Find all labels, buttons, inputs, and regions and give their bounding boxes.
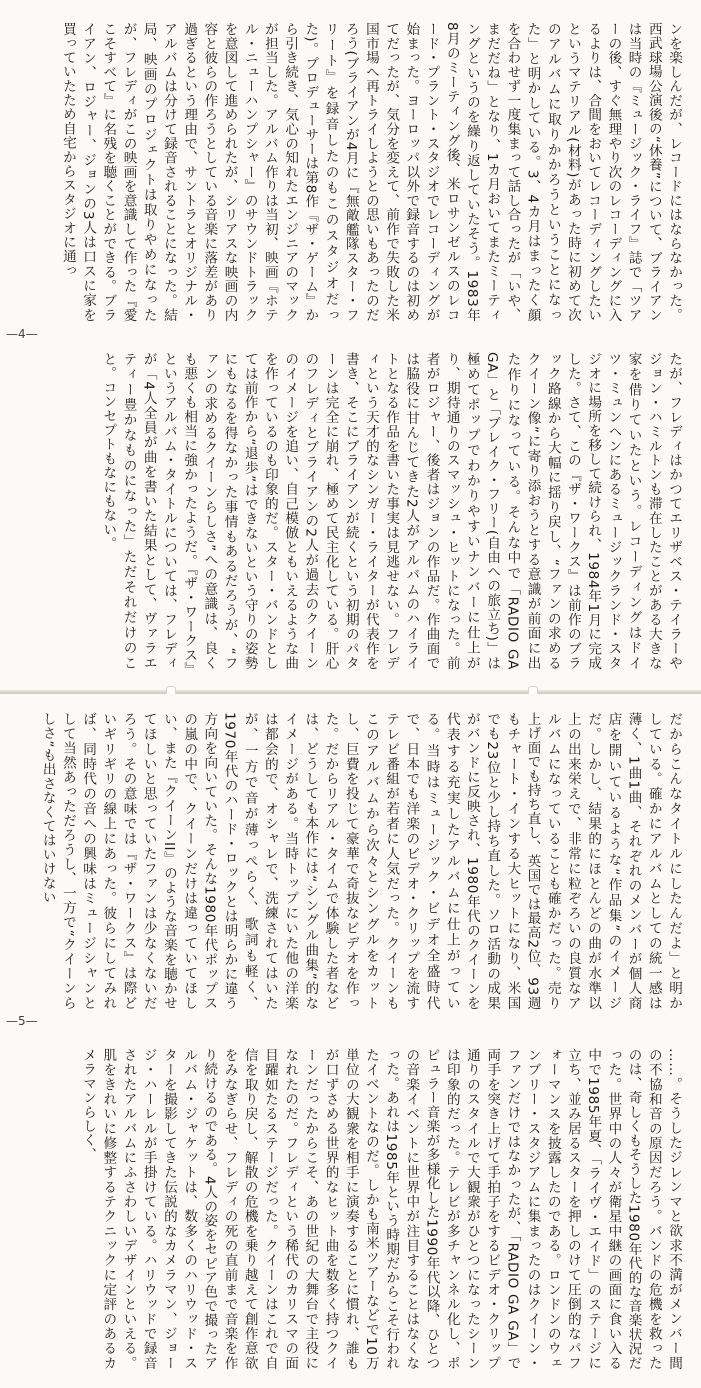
page5-column-lower: ……。そうしたジレンマと欲求不満がメンバー間の不協和音の原因だろう。バンドの危機を救ったのは、奇しくもそうした1980年代的な音楽状況だった。世界中の人々が衛星中継の画面に食い入る中で1985年夏、「ライヴ・エイド」のステージに立ち、並み居るスターを押しのけて圧倒的なパフォーマンスを披露したのである。ロンドンのウェンブリー・スタジアムに集まったのはクイーン・ファンだけではなかったが、「RADIO GA GA」で両手を突き上げて手拍子をするビデオ・クリップ通りのスタイルで大観衆がひとつになったシーンは印象的だった。テレビが多チャンネル化し、ポピュラー音楽が多様化した1990年代以降、ひとつの音楽イベントに世界中が注目することはなくなった。あれは1985年という時期だからこそ行われたイベントなのだ。しかも南米ツアーなどで10万単位の大観衆を相手に演奏することに慣れ、誰もが口ずさめる世界的なヒット曲を数多く持つクイーンだったからこそ、あの世紀の大舞台で主役になれたのだ。フレディという稀代のカリスマの面目躍如たるステージだった。クイーンはこれで自信を取り戻し、解散の危機を乗り越えて創作意欲をみなぎらせ、フレディの死の直前まで音楽を作り続けるのである。4人の姿をセピア色で撮ったアルバム・ジャケットは、数多くのハリウッド・スターを撮影してきた伝説的なカメラマン、ジョージ・ハーレルが手掛けている。ハリウッドで録音されたアルバムにふさわしいデザインといえる。肌をきれいに修整するテクニックに定評のあるカメラマンらしく、 [80,1048,682,1370]
page4-column-lower: たが、フレディはかつてエリザベス・テイラーやジョン・ハミルトンも滞在したことがある大きな家を借りていたという。レコーディングはドイツ・ミュンヘンにあるミュージックランド・スタジオに場所を移して続けられ、1984年1月に完成した。さて、この『ザ・ワークス』は前作のブラック路線から大幅に揺り戻し、“ファンの求めるクイーン像”に寄り添おうとする意識が前面に出た作りになっている。そんな中で「RADIO GA GA」と「ブレイク・フリー(自由への旅立ち)」は極めてポップでわかりやすいナンバーに仕上がり、期待通りのスマッシュ・ヒットになった。前者がロジャー、後者はジョンの作品だ。作曲面では脇役に甘んじてきた2人がアルバムのハイライトとなる作品を書いた事実は見逃せない。フレディという天才的なシンガー・ライターが代表作を書き、そこにブライアンが続くという初期のパターンは完全に崩れ、極めて民主化している。肝心のフレディとブライアンの2人が過去のクイーンのイメージを追い、自己模倣ともいえるような曲を作っているのも印象的だ。スター・バンドとしては前作から“退歩”はできないという守りの姿勢にもなるを得なかった事情もあるだろうが、“ファンの求めるクイーンらしさ”への意識は、良くも悪くも相当に強かったようだ。『ザ・ワークス』というアルバム・タイトルについては、フレディが「4人全員が曲を書いた結果として、ヴァラエティー豊かなものになった」ただそれだけのこと。コンセプトもなにもない。 [100,352,682,670]
page5-number: —5— [6,1014,38,1028]
page4-number: —4— [6,327,38,341]
page4-column-upper: ンを楽しんだが、レコードにはならなかった。西武球場公演後の“休養”について、ブライアンは当時の『ミュージック・ライフ』誌で「ツアーの後、すぐ無理やり次のレコーディングに入るよりは、合間をおいてレコーディングしたいというマテリアル(材料)があった時に初めて次のアルバムに取りかかろうということになった」と明かしている。3、4カ月はまったく顔を合わせず一度集まって話し合ったが「いや、まだだね」となり、1カ月おいてまたミーティングというのを繰り返していたそう。1983年8月のミーティング後、米ロサンゼルスのレコード・プラント・スタジオでレコーディングが始まった。ヨーロッパ以外で録音するのは初めてだったが、気分を変えて、前作で失敗した米国市場へ再トライしようとの思いもあったのだろう(ブライアンが4月に『無敵艦隊スター・フリート』を録音したのもこのスタジオだった)。プロデューサーは第8作『ザ・ゲーム』から引き続き、気心の知れたエンジニアのマックが担当した。アルバム作りは当初、映画『ホテル・ニューハンプシャー』のサウンドトラックを意図して進められたが、シリアスな映画の内容と彼らの作ろうとしている音楽に落差があり過ぎるという理由で、サントラとオリジナル・アルバムは分けて録音されることになった。結局、映画のプロジェクトは取りやめになったが、フレディがこの映画を意識して作った『愛こそすべて』に名残を聴くことができる。ブライアン、ロジャー、ジョンの3人は口スに家を買っていたため自宅からスタジオに通っ [59,22,682,322]
page5-column-upper: だからこんなタイトルにしたんだよ」と明かしている。確かにアルバムとしての統一感は薄く、1曲1曲、それぞれのメンバーが個人商店を開いているような“作品集”のイメージだ。しかし、結果的にほとんどの曲が水準以上の出来栄えで、非常に粒ぞろいの良質なアルバムになっていることも確かだった。売り上げ面でも持ち直し、英国では最高2位、93週もチャート・インする大ヒットになり、米国でも23位と少し持ち直した。ソロ活動の成果がバンドに反映され、1980年代のクイーンを代表する充実したアルバムに仕上がっている。当時はミュージック・ビデオ全盛時代で、日本でも洋楽のビデオ・クリップを流すテレビ番組が若者に人気だった。クイーンもこのアルバムから次々とシングルをカットし、巨費を投じて豪華で奇抜なビデオを作った。だからリアル・タイムで体験した者などは、どうしても本作には“シングル曲集”的なイメージがある。当時トップにいた他の洋楽は都会的で、オシャレで、洗練されてはいたが、一方で音が薄っぺらく、歌詞も軽く、1970年代のハード・ロックとは明らかに違う方向を向いていた。そんな1980年代ポップスの嵐の中で、クイーンだけは違っていてほしい、また『クイーンII』のような音楽を聴かせてほしいと思っていたファンは少なくないだろう。その意味では『ザ・ワークス』は際どいギリギリの線上にあった。彼らにしてみれば、同時代の音への興味はミュージシャンとして当然あっただろうし、一方で“クイーンらしさ”も出さなくてはいけない [39,712,682,1010]
page-5 [0,694,701,1388]
